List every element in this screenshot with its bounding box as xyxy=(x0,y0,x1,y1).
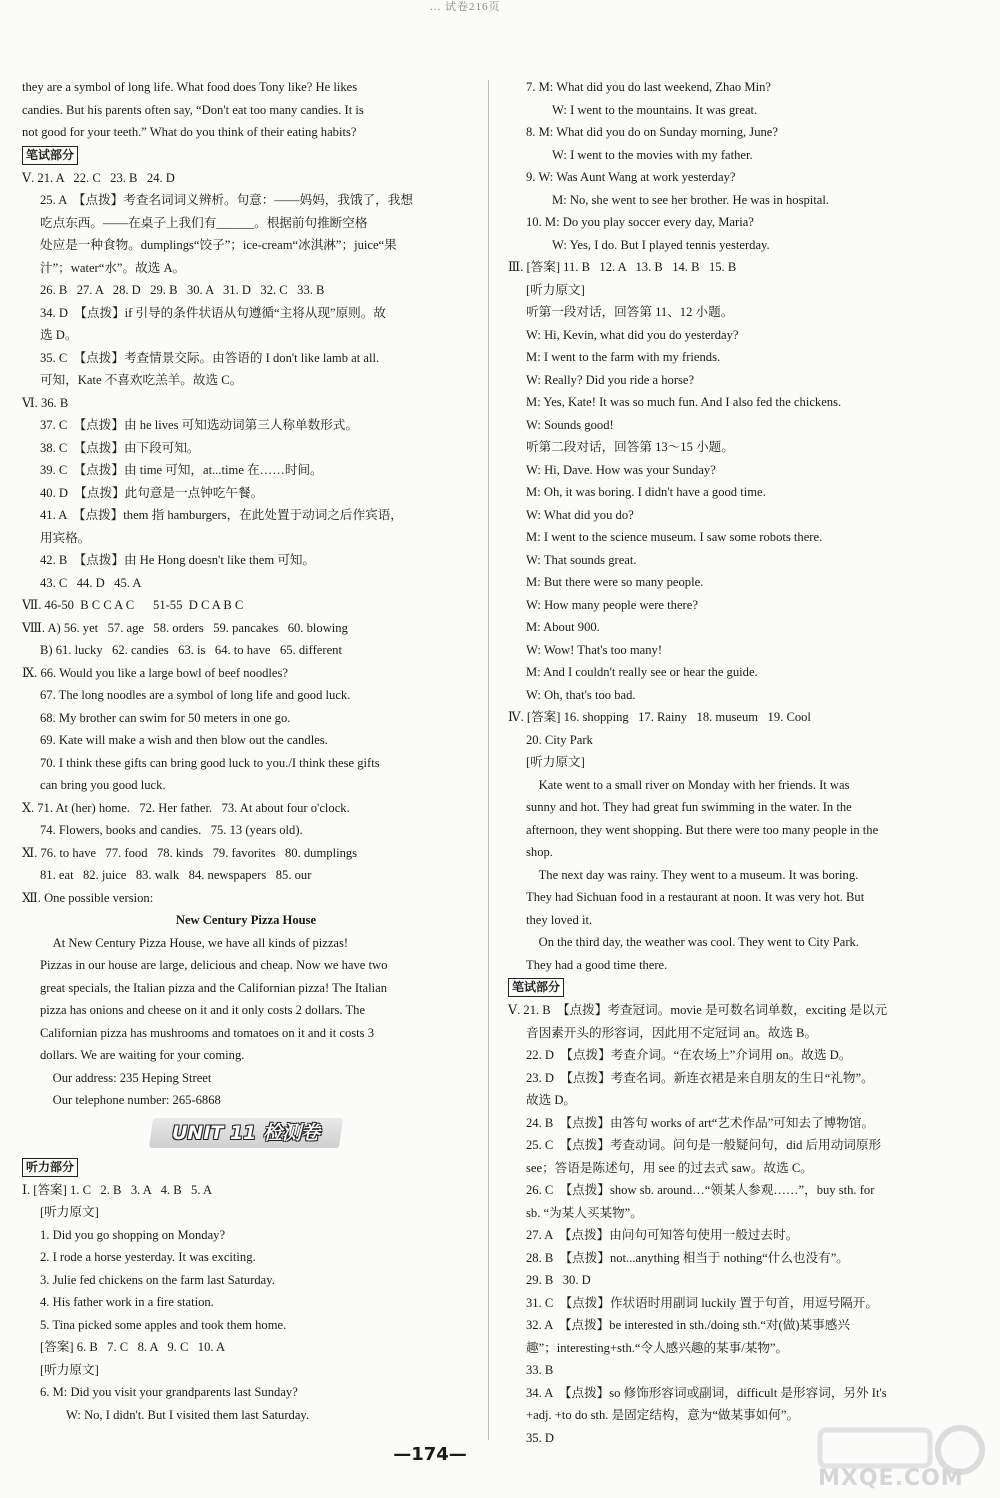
answer-line: M: I went to the science museum. I saw some robots there. xyxy=(526,530,823,544)
answer-line: 9. W: Was Aunt Wang at work yesterday? xyxy=(526,170,736,184)
answer-line: shop. xyxy=(526,845,553,859)
answer-line: On the third day, the weather was cool. They went to City Park. xyxy=(526,935,859,949)
answer-line: W: I went to the movies with my father. xyxy=(552,147,753,162)
answer-line: 可知，Kate 不喜欢吃羔羊。故选 C。 xyxy=(40,373,243,387)
answer-line: 34. D 【点拨】if 引导的条件状语从句遵循“主将从现”原则。故 xyxy=(40,305,386,320)
answer-line: Ⅰ. [答案] 1. C 2. B 3. A 4. B 5. A xyxy=(22,1182,213,1197)
answer-line: 68. My brother can swim for 50 meters in one go. xyxy=(40,710,291,725)
answer-line: M: Oh, it was boring. I didn't have a good time. xyxy=(526,485,766,499)
answer-line: W: Wow! That's too many! xyxy=(526,642,663,657)
answer-line: +adj. +to do sth. 是固定结构，意为“做某事如何”。 xyxy=(526,1408,800,1422)
answer-line: 汁”；water“水”。故选 A。 xyxy=(40,260,186,275)
answer-line: 24. B 【点拨】由答句 works of art“艺术作品”可知去了博物馆。 xyxy=(526,1115,875,1130)
answer-line: 23. D 【点拨】考查名词。新连衣裙是来自朋友的生日“礼物”。 xyxy=(526,1070,874,1085)
answer-line: pizza has onions and cheese on it and it only costs 2 dollars. The xyxy=(40,1003,366,1017)
answer-line: Ⅳ. [答案] 16. shopping 17. Rainy 18. museum 19. Cool xyxy=(508,710,811,724)
answer-line: 听第一段对话，回答第 11、12 小题。 xyxy=(526,305,734,319)
answer-line: M: About 900. xyxy=(526,620,600,634)
answer-line: Ⅻ. One possible version: xyxy=(22,890,154,905)
answer-line: 8. M: What did you do on Sunday morning, June? xyxy=(526,125,778,139)
answer-line: W: How many people were there? xyxy=(526,597,698,612)
answer-line: [听力原文] xyxy=(40,1362,99,1377)
column-divider xyxy=(488,80,489,1440)
answer-line: [听力原文] xyxy=(526,755,585,769)
answer-line: 74. Flowers, books and candies. 75. 13 (years old). xyxy=(40,823,303,837)
answer-line: 37. C 【点拨】由 he lives 可知选动词第三人称单数形式。 xyxy=(40,418,358,432)
answer-line: W: That sounds great. xyxy=(526,552,637,567)
answer-line: [答案] 6. B 7. C 8. A 9. C 10. A xyxy=(40,1340,226,1354)
answer-line: 35. D xyxy=(526,1430,554,1445)
answer-line: 29. B 30. D xyxy=(526,1273,591,1287)
answer-line: 1. Did you go shopping on Monday? xyxy=(40,1227,226,1242)
answer-line: W: Really? Did you ride a horse? xyxy=(526,372,695,387)
answer-line: The next day was rainy. They went to a museum. It was boring. xyxy=(526,867,859,882)
section-heading: 笔试部分 xyxy=(22,146,78,165)
answer-line: 故选 D。 xyxy=(526,1093,577,1107)
answer-line: W: Sounds good! xyxy=(526,417,614,432)
answer-line: Pizzas in our house are large, delicious and cheap. Now we have two xyxy=(40,958,388,972)
answer-line: can bring you good luck. xyxy=(40,778,166,792)
answer-line: 28. B 【点拨】not...anything 相当于 nothing“什么也没有”。 xyxy=(526,1250,849,1265)
answer-line: Ⅴ. 21. B 【点拨】考查冠词。movie 是可数名词单数，exciting 是以元 xyxy=(508,1003,888,1017)
section-heading: 笔试部分 xyxy=(508,978,564,997)
answer-line: 吃点东西。——在桌子上我们有______。根据前句推断空格 xyxy=(40,215,368,230)
section-heading-row xyxy=(508,976,944,999)
answer-line: M: Yes, Kate! It was so much fun. And I also fed the chickens. xyxy=(526,395,842,409)
answer-line: W: Yes, I do. But I played tennis yesterday. xyxy=(552,237,770,252)
answer-line: 35. C 【点拨】考查情景交际。由答语的 I don't like lamb at all. xyxy=(40,350,380,365)
answer-line: dollars. We are waiting for your coming. xyxy=(40,1048,245,1062)
answer-line: 27. A 【点拨】由问句可知答句使用一般过去时。 xyxy=(526,1228,799,1242)
essay-title: New Century Pizza House xyxy=(175,913,317,927)
answer-line: 31. C 【点拨】作状语时用副词 luckily 置于句首，用逗号隔开。 xyxy=(526,1295,878,1310)
answer-line: They had Sichuan food in a restaurant at noon. It was very hot. But xyxy=(526,890,865,904)
answer-line: W: What did you do? xyxy=(526,507,634,522)
answer-line: W: Oh, that's too bad. xyxy=(526,687,636,702)
answer-line: Our telephone number: 265-6868 xyxy=(40,1093,221,1107)
answer-line: M: No, she went to see her brother. He was in hospital. xyxy=(552,192,830,207)
answer-line: 42. B 【点拨】由 He Hong doesn't like them 可知。 xyxy=(40,553,316,567)
answer-line: W: Hi, Kevin, what did you do yesterday? xyxy=(526,327,739,342)
answer-line: W: No, I didn't. But I visited them last Saturday. xyxy=(66,1407,310,1422)
answer-line: Kate went to a small river on Monday with her friends. It was xyxy=(526,777,850,792)
answer-line: they loved it. xyxy=(526,912,593,927)
answer-line: M: I went to the farm with my friends. xyxy=(526,350,721,364)
answer-line: 70. I think these gifts can bring good luck to you./I think these gifts xyxy=(40,755,380,770)
answer-line: [听力原文] xyxy=(526,282,585,297)
answer-line: 3. Julie fed chickens on the farm last Saturday. xyxy=(40,1272,275,1287)
answer-line: 22. D 【点拨】考查介词。“在农场上”介词用 on。故选 D。 xyxy=(526,1048,852,1062)
answer-line: 41. A 【点拨】them 指 hamburgers，在此处置于动词之后作宾语， xyxy=(40,508,403,522)
answer-line: 5. Tina picked some apples and took them home. xyxy=(40,1317,287,1332)
answer-line: 4. His father work in a fire station. xyxy=(40,1295,214,1309)
answer-line: M: But there were so many people. xyxy=(526,575,704,589)
answer-line: Ⅲ. [答案] 11. B 12. A 13. B 14. B 15. B xyxy=(508,260,737,274)
watermark-text: MXQE.COM xyxy=(818,1466,964,1491)
page-header: ... 试卷216页 xyxy=(430,1,501,13)
answer-line: 音因素开头的形容词，因此用不定冠词 an。故选 B。 xyxy=(526,1025,818,1040)
answer-line: Ⅴ. 21. A 22. C 23. B 24. D xyxy=(22,170,175,185)
answer-line: 26. B 27. A 28. D 29. B 30. A 31. D 32. C 33. B xyxy=(40,283,325,297)
answer-line: Ⅶ. 46-50 B C C A C 51-55 D C A B C xyxy=(22,598,244,612)
answer-line: 39. C 【点拨】由 time 可知，at...time 在……时间。 xyxy=(40,463,323,477)
answer-line: M: And I couldn't really see or hear the guide. xyxy=(526,665,758,679)
answer-line: 33. B xyxy=(526,1363,554,1377)
answer-line: 34. A 【点拨】so 修饰形容词或副词，difficult 是形容词，另外 It's xyxy=(526,1385,887,1400)
answer-line: Our address: 235 Heping Street xyxy=(40,1070,212,1085)
answer-line: 7. M: What did you do last weekend, Zhao Min? xyxy=(526,80,771,94)
page-number: —174— xyxy=(393,1444,467,1465)
answer-line: 38. C 【点拨】由下段可知。 xyxy=(40,440,200,455)
answer-line: 81. eat 82. juice 83. walk 84. newspapers 85. our xyxy=(40,868,312,882)
answer-line: they are a symbol of long life. What food does Tony like? He likes xyxy=(22,80,358,94)
section-heading: 听力部分 xyxy=(22,1158,78,1177)
answer-line: 40. D 【点拨】此句意是一点钟吃午餐。 xyxy=(40,485,264,500)
answer-line: 6. M: Did you visit your grandparents last Sunday? xyxy=(40,1385,298,1399)
left-column xyxy=(22,76,470,1426)
answer-line: 处应是一种食物。dumplings“饺子”；ice-cream“冰淇淋”；juice“果 xyxy=(40,238,397,252)
section-heading-row xyxy=(22,144,470,167)
answer-line: 25. C 【点拨】考查动词。问句是一般疑问句，did 后用动词原形 xyxy=(526,1138,882,1152)
answer-line: great specials, the Italian pizza and the Californian pizza! The Italian xyxy=(40,980,387,995)
answer-line: afternoon, they went shopping. But there were too many people in the xyxy=(526,822,879,837)
answer-line: 10. M: Do you play soccer every day, Maria? xyxy=(526,215,754,229)
answer-line: W: Hi, Dave. How was your Sunday? xyxy=(526,462,716,477)
answer-line: W: I went to the mountains. It was great. xyxy=(552,102,758,117)
answer-line: 43. C 44. D 45. A xyxy=(40,575,142,590)
section-heading-row xyxy=(22,1156,470,1179)
answer-line: 用宾格。 xyxy=(40,530,91,545)
answer-line: sb. “为某人买某物”。 xyxy=(526,1205,643,1220)
answer-line: 20. City Park xyxy=(526,732,593,747)
unit-banner xyxy=(149,1118,343,1148)
answer-line: 67. The long noodles are a symbol of long life and good luck. xyxy=(40,688,351,702)
unit-title: UNIT 11 检测卷 xyxy=(171,1121,321,1144)
answer-line: Ⅺ. 76. to have 77. food 78. kinds 79. favorites 80. dumplings xyxy=(22,845,358,860)
answer-line: [听力原文] xyxy=(40,1205,99,1219)
answer-line: 32. A 【点拨】be interested in sth./doing sth.“对(做)某事感兴 xyxy=(526,1318,850,1332)
right-column xyxy=(508,76,944,1449)
answer-line: Californian pizza has mushrooms and tomatoes on it and it costs 3 xyxy=(40,1025,375,1040)
answer-line: B) 61. lucky 62. candies 63. is 64. to have 65. different xyxy=(40,643,342,657)
answer-line: not good for your teeth.” What do you think of their eating habits? xyxy=(22,125,357,139)
answer-line: candies. But his parents often say, “Don't eat too many candies. It is xyxy=(22,102,364,117)
answer-line: 听第二段对话，回答第 13～15 小题。 xyxy=(526,440,734,454)
answer-line: 69. Kate will make a wish and then blow out the candles. xyxy=(40,733,328,747)
answer-line: 26. C 【点拨】show sb. around…“领某人参观……”，buy sth. for xyxy=(526,1183,875,1197)
answer-line: Ⅵ. 36. B xyxy=(22,395,69,410)
answer-line: 选 D。 xyxy=(40,328,78,342)
answer-line: Ⅹ. 71. At (her) home. 72. Her father. 73. At about four o'clock. xyxy=(22,800,350,815)
answer-line: Ⅸ. 66. Would you like a large bowl of beef noodles? xyxy=(22,665,288,680)
answer-line: see；答语是陈述句，用 see 的过去式 saw。故选 C。 xyxy=(526,1160,813,1175)
answer-line: At New Century Pizza House, we have all kinds of pizzas! xyxy=(40,935,349,950)
answer-line: sunny and hot. They had great fun swimming in the water. In the xyxy=(526,800,852,814)
answer-line: 25. A 【点拨】考查名词词义辨析。句意：——妈妈，我饿了，我想 xyxy=(40,193,413,207)
answer-line: 趣”；interesting+sth.“令人感兴趣的某事/某物”。 xyxy=(526,1340,789,1355)
answer-line: 2. I rode a horse yesterday. It was exciting. xyxy=(40,1250,256,1264)
answer-line: They had a good time there. xyxy=(526,957,668,972)
answer-line: Ⅷ. A) 56. yet 57. age 58. orders 59. pancakes 60. blowing xyxy=(22,620,348,635)
